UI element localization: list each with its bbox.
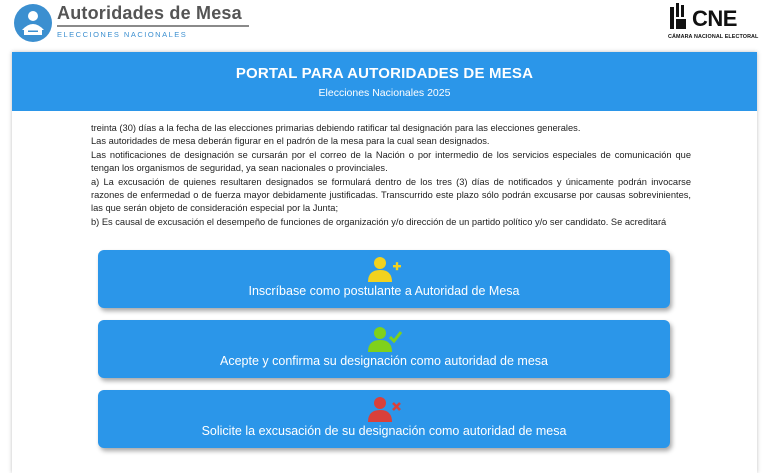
- user-plus-icon: [366, 256, 402, 282]
- info-paragraph: Las autoridades de mesa deberán figurar en el padrón de la mesa para la cual sean designados.: [91, 136, 490, 147]
- cne-logo[interactable]: [668, 3, 758, 43]
- ballot-user-icon: [14, 4, 52, 42]
- ballot-box-icon: [668, 3, 694, 33]
- register-applicant-button[interactable]: [98, 250, 670, 308]
- user-times-icon: [366, 396, 402, 422]
- brand-logo-link[interactable]: [14, 3, 254, 43]
- info-paragraph: a) La excusación de quienes resultaren designados se formulará dentro de los tres (3) días de notificados y únicamente podrán invocarse razones de enfermedad o de fuerza mayor debidamente justificadas. Transcurrido este plazo sólo podrán excusarse por causas sobrevinientes, las que serán objeto de consideración especial por la Junta;: [91, 176, 691, 214]
- accept-designation-label: Acepte y confirma su designación como autoridad de mesa: [220, 354, 548, 368]
- portal-header: [12, 52, 757, 111]
- portal-title: PORTAL PARA AUTORIDADES DE MESA: [235, 65, 534, 82]
- portal-card: [12, 52, 757, 473]
- brand-subtitle: ELECCIONES NACIONALES: [57, 30, 188, 39]
- cne-full-name: CÁMARA NACIONAL ELECTORAL: [668, 34, 759, 40]
- info-paragraph: Las notificaciones de designación se cursarán por el correo de la Nación o por intermedio de los servicios especiales de comunicación que tengan los organismos de seguridad, ya sean nacionales o provinciales.: [91, 149, 691, 174]
- user-check-icon: [366, 326, 402, 352]
- accept-designation-button[interactable]: [98, 320, 670, 378]
- portal-subtitle: Elecciones Nacionales 2025: [318, 87, 451, 99]
- info-paragraph: b) Es causal de excusación el desempeño de funciones de organización y/o dirección de un partido político y/o ser candidato. Se acreditará: [91, 216, 667, 227]
- brand-divider: [57, 25, 249, 27]
- register-applicant-label: Inscríbase como postulante a Autoridad de Mesa: [248, 284, 520, 298]
- request-excusal-button[interactable]: [98, 390, 670, 448]
- cne-acronym: CNE: [692, 6, 737, 31]
- request-excusal-label: Solicite la excusación de su designación como autoridad de mesa: [201, 424, 567, 438]
- site-header: [0, 0, 770, 50]
- info-text-scroll[interactable]: [91, 122, 691, 228]
- brand-title: Autoridades de Mesa: [57, 3, 242, 23]
- info-paragraph: treinta (30) días a la fecha de las elecciones primarias debiendo ratificar tal designación para las elecciones generales.: [91, 123, 581, 133]
